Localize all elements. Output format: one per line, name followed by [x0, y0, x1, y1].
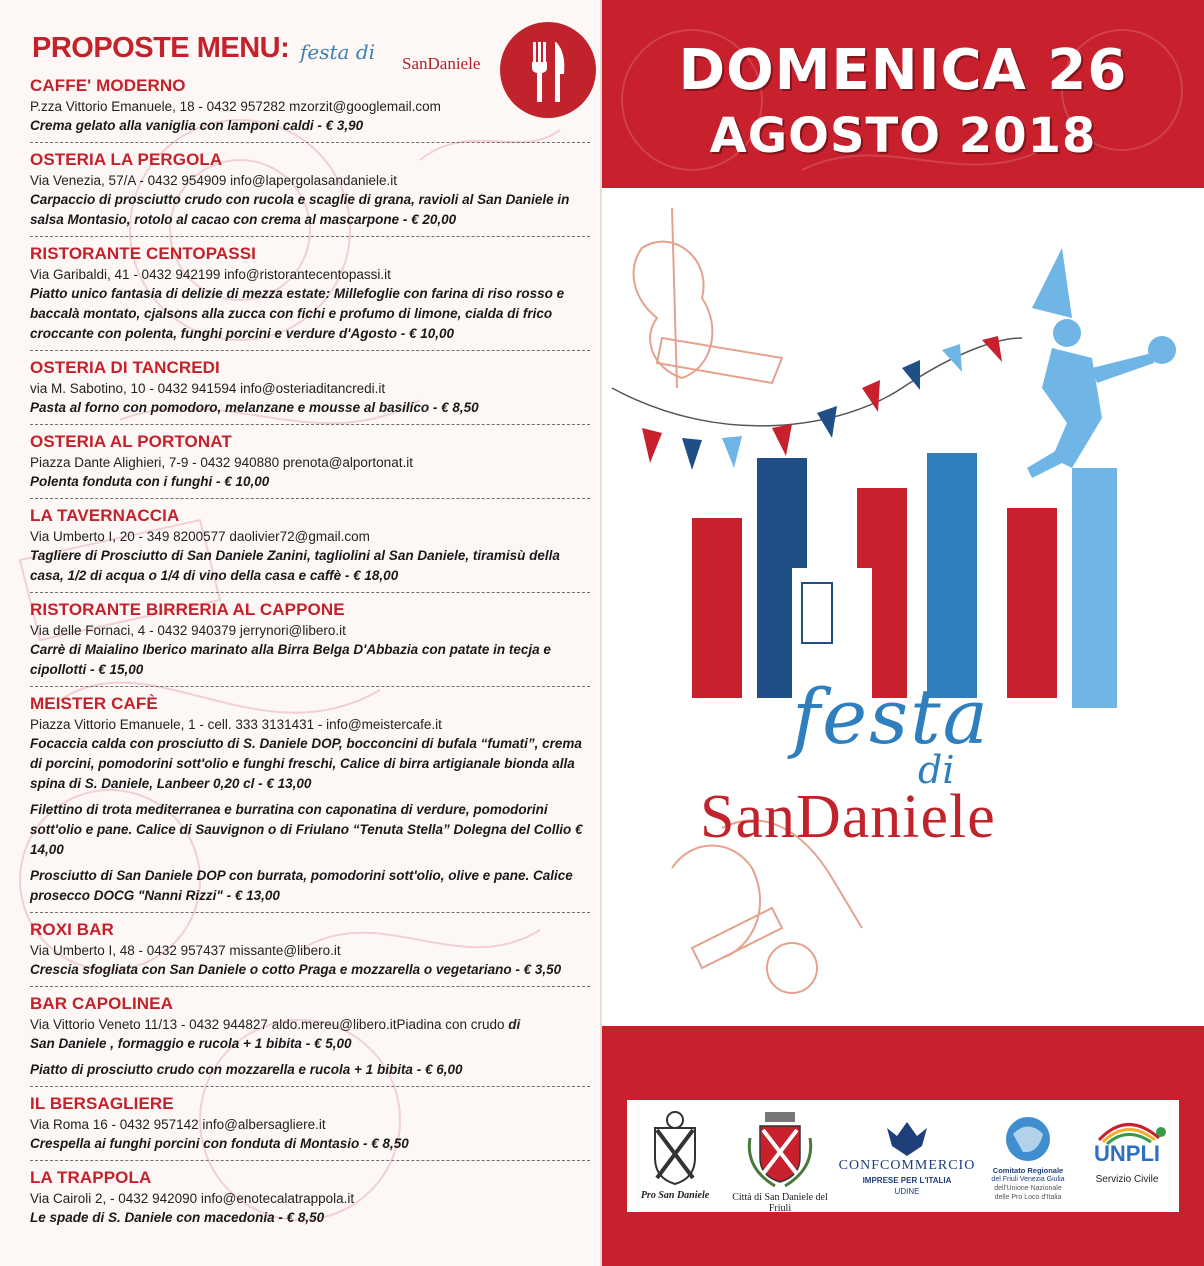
dish-offer: Crema gelato alla vaniglia con lamponi caldi - € 3,90: [30, 118, 364, 133]
dish-offer: Piatto unico fantasia di delizie di mezza estate: Millefoglie con farina di riso rosso e baccalà montato, cjalsons alla zucca con fichi e profumo di limone, cialda di frico croccante con polenta, funghi porcini e verdure d'Agosto - € 10,00: [30, 286, 565, 341]
sponsor-name: UNPLI: [1094, 1141, 1160, 1166]
city-skyline-bars-icon: [692, 453, 1117, 708]
sponsor-name: Pro San Daniele: [640, 1190, 710, 1201]
restaurant-entry: [30, 993, 590, 1087]
restaurant-name: OSTERIA LA PERGOLA: [30, 150, 223, 169]
restaurant-entry: [30, 75, 590, 143]
restaurant-contact: via M. Sabotino, 10 - 0432 941594 info@osteriaditancredi.it: [30, 381, 386, 396]
dish-offer: Polenta fonduta con i funghi - € 10,00: [30, 474, 270, 489]
violin-sketch-icon: [634, 208, 782, 388]
date-banner: [602, 0, 1204, 188]
event-month-year: AGOSTO 2018: [709, 108, 1097, 164]
menu-title: PROPOSTE MENU:: [32, 32, 290, 64]
restaurant-entry: [30, 693, 590, 913]
restaurant-entry: [30, 357, 590, 425]
restaurant-contact: Piazza Dante Alighieri, 7-9 - 0432 940880 prenota@alportonat.it: [30, 455, 413, 470]
restaurant-name: RISTORANTE BIRRERIA AL CAPPONE: [30, 600, 345, 619]
restaurant-entry: [30, 243, 590, 351]
dish-offer: Crespella ai funghi porcini con fonduta di Montasio - € 8,50: [30, 1136, 409, 1151]
restaurant-name: OSTERIA DI TANCREDI: [30, 358, 220, 377]
dish-offer: Carpaccio di prosciutto crudo con rucola e scaglie di grana, ravioli al San Daniele in salsa Montasio, rotolo al cacao con crema al mascarpone - € 20,00: [30, 192, 570, 227]
restaurant-contact: Via Roma 16 - 0432 957142 info@albersagliere.it: [30, 1117, 326, 1132]
restaurant-name: ROXI BAR: [30, 920, 114, 939]
restaurant-entry: [30, 505, 590, 593]
restaurant-contact: Via Umberto I, 20 - 349 8200577 daolivier72@gmail.com: [30, 529, 370, 544]
restaurant-name: IL BERSAGLIERE: [30, 1094, 174, 1113]
restaurant-name: LA TRAPPOLA: [30, 1168, 152, 1187]
dish-offer: Pasta al forno con pomodoro, melanzane e mousse al basilico - € 8,50: [30, 400, 479, 415]
unpli-logo: [1079, 1100, 1175, 1212]
restaurant-name: RISTORANTE CENTOPASSI: [30, 244, 256, 263]
cover-panel: [602, 0, 1204, 1266]
confcommercio-logo: [837, 1100, 977, 1212]
restaurant-name: OSTERIA AL PORTONAT: [30, 432, 232, 451]
restaurant-contact: [30, 1015, 590, 1034]
citta-san-daniele-logo: [725, 1100, 835, 1212]
sponsor-subtitle: del Friuli Venezia Giulia: [991, 1176, 1065, 1183]
coat-of-arms-icon: [635, 1108, 715, 1188]
contact-tail: di: [504, 1017, 521, 1032]
sponsor-subtitle: UDINE: [894, 1187, 920, 1196]
sponsor-subtitle: delle Pro Loco d'Italia: [994, 1194, 1062, 1201]
restaurant-contact: Via Cairoli 2, - 0432 942090 info@enotecalatrappola.it: [30, 1191, 355, 1206]
sandaniele-logo-text: SanDaniele: [700, 783, 996, 851]
sponsor-name: Città di San Daniele del Friuli: [732, 1192, 828, 1214]
restaurant-entry: [30, 149, 590, 237]
dish-offer: Crescia sfogliata con San Daniele o cotto Praga e mozzarella o vegetariano - € 3,50: [30, 962, 562, 977]
dish-offer: San Daniele , formaggio e rucola + 1 bibita - € 5,00: [30, 1036, 352, 1051]
dancing-jester-icon: [1027, 248, 1176, 478]
dish-offer: Le spade di S. Daniele con macedonia - € 8,50: [30, 1210, 325, 1225]
restaurant-contact: P.zza Vittorio Emanuele, 18 - 0432 957282 mzorzit@googlemail.com: [30, 99, 441, 114]
restaurant-list: [30, 75, 590, 1240]
dish-offer: Filettino di trota mediterranea e burratina con caponatina di verdure, pomodorini sott'olio e pane. Calice di Sauvignon o di Friulano “Tenuta Stella” Dolegna del Collio € 14,00: [30, 802, 583, 857]
restaurant-name: BAR CAPOLINEA: [30, 994, 173, 1013]
pro-san-daniele-logo: [635, 1100, 715, 1212]
restaurant-name: CAFFE' MODERNO: [30, 76, 186, 95]
restaurant-name: MEISTER CAFÈ: [30, 694, 158, 713]
region-map-icon: [983, 1114, 1073, 1164]
sponsor-subtitle: dell'Unione Nazionale: [994, 1185, 1062, 1192]
restaurant-contact: Via Venezia, 57/A - 0432 954909 info@lapergolasandaniele.it: [30, 173, 397, 188]
contact-text: Via Vittorio Veneto 11/13 - 0432 944827 aldo.mereu@libero.itPiadina con crudo: [30, 1017, 505, 1032]
restaurant-contact: Via Garibaldi, 41 - 0432 942199 info@ristorantecentopassi.it: [30, 267, 391, 282]
mini-festa-logo: festa di: [300, 40, 376, 64]
sponsor-subtitle: Servizio Civile: [1095, 1174, 1159, 1185]
restaurant-entry: [30, 599, 590, 687]
dish-offer: Prosciutto di San Daniele DOP con burrata, pomodorini sott'olio, olive e pane. Calice prosecco DOCG "Nanni Rizzi" - € 13,00: [30, 868, 573, 903]
festival-illustration: [602, 188, 1204, 1028]
restaurant-contact: Piazza Vittorio Emanuele, 1 - cell. 333 3131431 - info@meistercafe.it: [30, 717, 442, 732]
mini-sandaniele-logo: SanDaniele: [402, 54, 481, 73]
city-crest-icon: [725, 1108, 835, 1188]
sponsor-subtitle: IMPRESE PER L'ITALIA: [862, 1176, 952, 1185]
sponsor-name: CONFCOMMERCIO: [838, 1158, 976, 1173]
dish-offer: Tagliere di Prosciutto di San Daniele Zanini, tagliolini al San Daniele, tiramisù della casa, 1/2 di acqua o 1/4 di vino della casa e caffè - € 18,00: [30, 548, 560, 583]
restaurant-contact: Via delle Fornaci, 4 - 0432 940379 jerrynori@libero.it: [30, 623, 346, 638]
di-logo-text: di: [918, 748, 955, 792]
restaurant-name: LA TAVERNACCIA: [30, 506, 180, 525]
restaurant-contact: Via Umberto I, 48 - 0432 957437 missante@libero.it: [30, 943, 341, 958]
restaurant-entry: [30, 919, 590, 987]
dish-offer: Piatto di prosciutto crudo con mozzarella e rucola + 1 bibita - € 6,00: [30, 1062, 463, 1077]
sponsor-logos: [627, 1100, 1179, 1212]
comitato-regionale-logo: [983, 1100, 1073, 1212]
festa-logo-text: festa: [792, 672, 990, 761]
restaurant-entry: [30, 431, 590, 499]
dish-offer: Carrè di Maialino Iberico marinato alla Birra Belga D'Abbazia con patate in tecja e cipollotti - € 15,00: [30, 642, 551, 677]
bunting-icon: [612, 336, 1022, 470]
restaurant-entry: [30, 1167, 590, 1234]
sponsor-name: Comitato Regionale: [992, 1166, 1064, 1175]
event-day: DOMENICA 26: [678, 38, 1128, 103]
restaurant-entry: [30, 1093, 590, 1161]
dish-offer: Focaccia calda con prosciutto di S. Daniele DOP, bocconcini di bufala “fumati”, crema di porcini, pomodorini sott'olio e funghi freschi, Calice di birra artigianale bionda alla spina di S. Daniele, Lanbeer 0,20 cl - € 13,00: [30, 736, 582, 791]
